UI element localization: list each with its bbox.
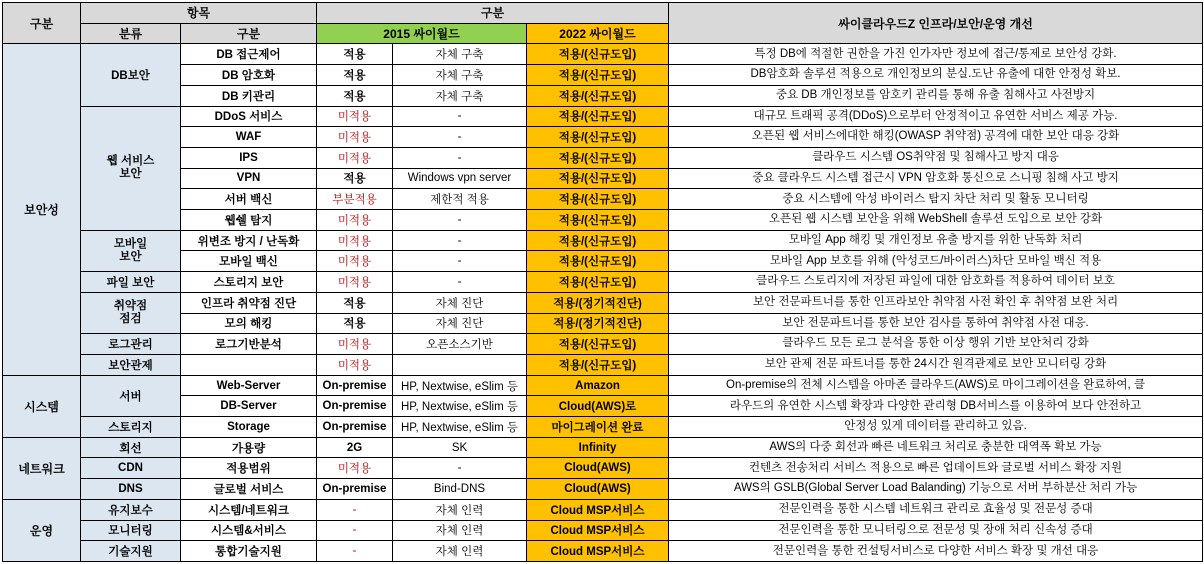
table-row	[3, 458, 1203, 479]
description-cell: 보안 관제 전문 파트너를 통한 24시간 원격관제로 보안 모니터링 강화	[669, 354, 1203, 375]
status-2015-cell: 미적용	[317, 354, 393, 375]
detail-2015-cell: -	[393, 127, 527, 148]
status-2015-cell: 적용	[317, 85, 393, 106]
table-row	[3, 541, 1203, 562]
item-cell: DB-Server	[181, 396, 317, 417]
description-cell: AWS의 다중 회선과 빠른 네트워크 처리로 충분한 대역폭 확보 가능	[669, 437, 1203, 458]
table-row	[3, 44, 1203, 65]
status-2022-cell: 적용/(정기적진단)	[527, 292, 669, 313]
status-2022-cell: 적용/(신규도입)	[527, 230, 669, 251]
group-cell: DB보안	[81, 44, 181, 106]
detail-2015-cell: 오픈소스기반	[393, 334, 527, 355]
table-row	[3, 168, 1203, 189]
description-cell: 전문인력을 통한 컨설팅서비스로 다양한 서비스 확장 및 개선 대응	[669, 541, 1203, 562]
description-cell: 클라우드 모든 로그 분석을 통한 이상 행위 기반 보안처리 강화	[669, 334, 1203, 355]
description-cell: DB암호화 솔루션 적용으로 개인정보의 분실.도난 유출에 대한 안정성 확보.	[669, 65, 1203, 86]
header-row-1	[3, 3, 1203, 24]
status-2022-cell: Amazon	[527, 375, 669, 396]
item-cell: 시스템&서비스	[181, 520, 317, 541]
item-cell: 글로벌 서비스	[181, 479, 317, 500]
description-cell: 전문인력을 통한 시스템 네트워크 관리로 효율성 및 전문성 증대	[669, 499, 1203, 520]
table-row	[3, 210, 1203, 231]
detail-2015-cell: -	[393, 230, 527, 251]
status-2015-cell: 적용	[317, 44, 393, 65]
item-cell: Storage	[181, 417, 317, 438]
status-2015-cell: 2G	[317, 437, 393, 458]
status-2022-cell: 적용/(신규도입)	[527, 85, 669, 106]
status-2022-cell: 적용/(신규도입)	[527, 334, 669, 355]
status-2015-cell: 미적용	[317, 106, 393, 127]
description-cell: 중요 시스템에 악성 바이러스 탐지 차단 처리 및 활동 모니터링	[669, 189, 1203, 210]
status-2022-cell: 적용/(신규도입)	[527, 44, 669, 65]
status-2015-cell: 적용	[317, 168, 393, 189]
status-2015-cell: On-premise	[317, 479, 393, 500]
item-cell: 웹쉘 탐지	[181, 210, 317, 231]
detail-2015-cell: Bind-DNS	[393, 479, 527, 500]
detail-2015-cell: -	[393, 458, 527, 479]
status-2015-cell: -	[317, 499, 393, 520]
item-cell: 스토리지 보안	[181, 272, 317, 293]
item-cell: 위변조 방지 / 난독화	[181, 230, 317, 251]
header-2015: 2015 싸이월드	[317, 23, 527, 44]
table-row	[3, 106, 1203, 127]
header-bunryu: 분류	[81, 23, 181, 44]
detail-2015-cell: 자체 구축	[393, 85, 527, 106]
table-row	[3, 375, 1203, 396]
description-cell: 오픈된 웹 시스템 보안을 위해 WebShell 솔루션 도입으로 보안 강화	[669, 210, 1203, 231]
status-2022-cell: 적용/(신규도입)	[527, 354, 669, 375]
item-cell: DB 암호화	[181, 65, 317, 86]
status-2022-cell: Infinity	[527, 437, 669, 458]
header-gubun-2: 구분	[317, 3, 669, 24]
header-sub-gubun: 구분	[181, 23, 317, 44]
category-cell: 운영	[3, 499, 81, 561]
status-2015-cell: 미적용	[317, 334, 393, 355]
table-row	[3, 85, 1203, 106]
description-cell: 안정성 있게 데이터를 관리하고 있음.	[669, 417, 1203, 438]
table-row	[3, 272, 1203, 293]
status-2022-cell: 적용/(신규도입)	[527, 106, 669, 127]
item-cell: 인프라 취약점 진단	[181, 292, 317, 313]
status-2015-cell: 미적용	[317, 210, 393, 231]
category-cell: 보안성	[3, 44, 81, 375]
status-2022-cell: 적용/(신규도입)	[527, 210, 669, 231]
detail-2015-cell: -	[393, 106, 527, 127]
group-cell: 보안관제	[81, 354, 181, 375]
status-2015-cell: On-premise	[317, 375, 393, 396]
item-cell: WAF	[181, 127, 317, 148]
group-cell: CDN	[81, 458, 181, 479]
status-2015-cell: 미적용	[317, 127, 393, 148]
category-cell: 시스템	[3, 375, 81, 437]
status-2022-cell: 적용/(신규도입)	[527, 168, 669, 189]
description-cell: 특정 DB에 적절한 권한을 가진 인가자만 정보에 접근/통제로 보안성 강화.	[669, 44, 1203, 65]
status-2022-cell: Cloud MSP서비스	[527, 520, 669, 541]
status-2022-cell: 적용/(신규도입)	[527, 147, 669, 168]
item-cell: 서버 백신	[181, 189, 317, 210]
table-row	[3, 65, 1203, 86]
item-cell: 통합기술지원	[181, 541, 317, 562]
detail-2015-cell: 자체 인력	[393, 520, 527, 541]
description-cell: 클라우드 스토리지에 저장된 파일에 대한 암호화를 적용하여 데이터 보호	[669, 272, 1203, 293]
status-2015-cell: -	[317, 541, 393, 562]
detail-2015-cell: 자체 진단	[393, 292, 527, 313]
table-row	[3, 354, 1203, 375]
comparison-table	[2, 2, 1203, 562]
item-cell: 시스템/네트워크	[181, 499, 317, 520]
description-cell: 중요 클라우드 시스템 접근시 VPN 암호화 통신으로 스니핑 침해 사고 방지	[669, 168, 1203, 189]
item-cell: DB 키관리	[181, 85, 317, 106]
detail-2015-cell: HP, Nextwise, eSlim 등	[393, 375, 527, 396]
header-improvement: 싸이클라우드Z 인프라/보안/운영 개선	[669, 3, 1203, 44]
group-cell: 모니터링	[81, 520, 181, 541]
description-cell: 라우드의 유연한 시스템 확장과 다양한 관리형 DB서비스를 이용하여 보다 안전하고	[669, 396, 1203, 417]
item-cell: IPS	[181, 147, 317, 168]
detail-2015-cell: -	[393, 251, 527, 272]
description-cell: 모바일 App 보호를 위해 (악성코드/바이러스)차단 모바일 백신 적용	[669, 251, 1203, 272]
description-cell: 중요 DB 개인정보를 암호키 관리를 통해 유출 침해사고 사전방지	[669, 85, 1203, 106]
table-row	[3, 437, 1203, 458]
description-cell: 모바일 App 해킹 및 개인정보 유출 방지를 위한 난독화 처리	[669, 230, 1203, 251]
detail-2015-cell: 자체 진단	[393, 313, 527, 334]
description-cell: 대규모 트래픽 공격(DDoS)으로부터 안정적이고 유연한 서비스 제공 가능.	[669, 106, 1203, 127]
description-cell: 컨텐츠 전송처리 서비스 적용으로 빠른 업데이트와 글로벌 서비스 확장 지원	[669, 458, 1203, 479]
item-cell: VPN	[181, 168, 317, 189]
status-2022-cell: Cloud MSP서비스	[527, 499, 669, 520]
table-row	[3, 313, 1203, 334]
item-cell: 로그기반분석	[181, 334, 317, 355]
table-row	[3, 230, 1203, 251]
status-2022-cell: 적용/(신규도입)	[527, 189, 669, 210]
description-cell: On-premise의 전체 시스템을 아마존 클라우드(AWS)로 마이그레이션을 완료하여, 클	[669, 375, 1203, 396]
status-2015-cell: 미적용	[317, 272, 393, 293]
status-2022-cell: 적용/(정기적진단)	[527, 313, 669, 334]
table-row	[3, 147, 1203, 168]
item-cell: 가용량	[181, 437, 317, 458]
group-cell: DNS	[81, 479, 181, 500]
detail-2015-cell: 자체 구축	[393, 65, 527, 86]
description-cell: AWS의 GSLB(Global Server Load Balanding) 기능으로 서버 부하분산 처리 가능	[669, 479, 1203, 500]
status-2015-cell: On-premise	[317, 417, 393, 438]
status-2015-cell: 부분적용	[317, 189, 393, 210]
detail-2015-cell: 자체 구축	[393, 44, 527, 65]
status-2022-cell: Cloud(AWS)	[527, 458, 669, 479]
group-cell: 기술지원	[81, 541, 181, 562]
status-2015-cell: 적용	[317, 65, 393, 86]
status-2022-cell: Cloud MSP서비스	[527, 541, 669, 562]
status-2022-cell: 적용/(신규도입)	[527, 251, 669, 272]
table-row	[3, 479, 1203, 500]
description-cell: 보안 전문파트너를 통한 인프라보안 취약점 사전 확인 후 취약점 보완 처리	[669, 292, 1203, 313]
status-2015-cell: 적용	[317, 292, 393, 313]
table-row	[3, 189, 1203, 210]
item-cell: DDoS 서비스	[181, 106, 317, 127]
table-row	[3, 417, 1203, 438]
header-hangmok: 항목	[81, 3, 317, 24]
group-cell: 스토리지	[81, 417, 181, 438]
detail-2015-cell: -	[393, 272, 527, 293]
status-2015-cell: 미적용	[317, 458, 393, 479]
status-2015-cell: -	[317, 520, 393, 541]
item-cell	[181, 354, 317, 375]
detail-2015-cell: SK	[393, 437, 527, 458]
detail-2015-cell	[393, 354, 527, 375]
status-2015-cell: 미적용	[317, 230, 393, 251]
item-cell: DB 접근제어	[181, 44, 317, 65]
detail-2015-cell: HP, Nextwise, eSlim 등	[393, 396, 527, 417]
detail-2015-cell: Windows vpn server	[393, 168, 527, 189]
description-cell: 전문인력을 통한 모니터링으로 전문성 및 장애 처리 신속성 증대	[669, 520, 1203, 541]
group-cell: 회선	[81, 437, 181, 458]
table-row	[3, 292, 1203, 313]
item-cell: 모바일 백신	[181, 251, 317, 272]
group-cell: 유지보수	[81, 499, 181, 520]
table-row	[3, 520, 1203, 541]
status-2022-cell: 적용/(신규도입)	[527, 127, 669, 148]
category-cell: 네트워크	[3, 437, 81, 499]
status-2015-cell: 미적용	[317, 147, 393, 168]
header-gubun: 구분	[3, 3, 81, 44]
description-cell: 보안 전문파트너를 통한 보안 검사를 통하여 취약점 사전 대응.	[669, 313, 1203, 334]
table-row	[3, 499, 1203, 520]
status-2015-cell: On-premise	[317, 396, 393, 417]
item-cell: 적용범위	[181, 458, 317, 479]
table-row	[3, 251, 1203, 272]
table-row	[3, 334, 1203, 355]
table-row	[3, 396, 1203, 417]
detail-2015-cell: 자체 인력	[393, 541, 527, 562]
detail-2015-cell: 자체 인력	[393, 499, 527, 520]
group-cell: 서버	[81, 375, 181, 416]
item-cell: 모의 해킹	[181, 313, 317, 334]
status-2022-cell: Cloud(AWS)로	[527, 396, 669, 417]
group-cell: 파일 보안	[81, 272, 181, 293]
group-cell: 로그관리	[81, 334, 181, 355]
status-2022-cell: 마이그레이션 완료	[527, 417, 669, 438]
status-2022-cell: Cloud(AWS)	[527, 479, 669, 500]
detail-2015-cell: -	[393, 210, 527, 231]
status-2022-cell: 적용/(신규도입)	[527, 65, 669, 86]
detail-2015-cell: HP, Nextwise, eSlim 등	[393, 417, 527, 438]
description-cell: 클라우드 시스템 OS취약점 및 침해사고 방지 대응	[669, 147, 1203, 168]
item-cell: Web-Server	[181, 375, 317, 396]
group-cell: 웹 서비스 보안	[81, 106, 181, 230]
table-body	[3, 3, 1203, 562]
header-2022: 2022 싸이월드	[527, 23, 669, 44]
description-cell: 오픈된 웹 서비스에대한 해킹(OWASP 취약점) 공격에 대한 보안 대응 강화	[669, 127, 1203, 148]
table-row	[3, 127, 1203, 148]
status-2015-cell: 적용	[317, 313, 393, 334]
group-cell: 모바일 보안	[81, 230, 181, 271]
status-2022-cell: 적용/(신규도입)	[527, 272, 669, 293]
status-2015-cell: 미적용	[317, 251, 393, 272]
detail-2015-cell: 제한적 적용	[393, 189, 527, 210]
detail-2015-cell: -	[393, 147, 527, 168]
group-cell: 취약점 점검	[81, 292, 181, 333]
